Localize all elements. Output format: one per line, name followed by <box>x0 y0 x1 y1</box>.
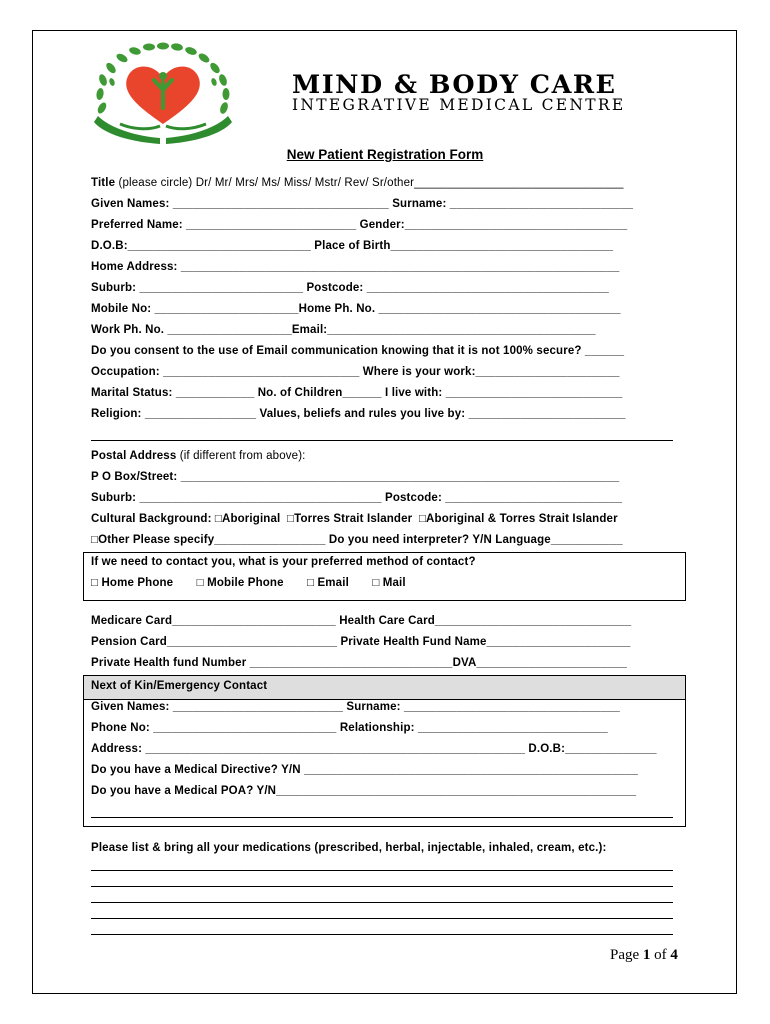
contact-options[interactable]: □ Home Phone □ Mobile Phone □ Email □ Mail <box>91 577 406 589</box>
brand-name: MIND & BODY CARE <box>292 70 617 100</box>
contact-question: If we need to contact you, what is your preferred method of contact? <box>91 556 476 568</box>
page-prefix: Page <box>610 947 643 963</box>
next-of-kin-heading: Next of Kin/Emergency Contact <box>91 680 268 692</box>
private-health-row[interactable]: Private Health fund Number _______________________________DVA_______________________ <box>91 657 628 669</box>
occupation-row[interactable]: Occupation: ______________________________ Where is your work:______________________ <box>91 366 620 378</box>
postal-suburb-row[interactable]: Suburb: _____________________________________ Postcode: ___________________________ <box>91 492 623 504</box>
medications-line-3[interactable] <box>91 902 673 903</box>
medications-label: Please list & bring all your medications (prescribed, herbal, injectable, inhaled, cream, etc.): <box>91 842 607 854</box>
title-label: Title <box>91 177 116 189</box>
dob-row[interactable]: D.O.B:____________________________ Place of Birth__________________________________ <box>91 240 614 252</box>
title-options: (please circle) Dr/ Mr/ Mrs/ Ms/ Miss/ Mstr/ Rev/ Sr/other________________________________ <box>115 177 624 189</box>
cultural-background-row[interactable]: Cultural Background: □Aboriginal □Torres Strait Islander □Aboriginal & Torres Strait Islander <box>91 513 618 525</box>
marital-status-row[interactable]: Marital Status: ____________ No. of Children______ I live with: ___________________________ <box>91 387 623 399</box>
brand-subtitle: INTEGRATIVE MEDICAL CENTRE <box>292 96 626 114</box>
medicare-row[interactable]: Medicare Card_________________________ Health Care Card______________________________ <box>91 615 632 627</box>
religion-continuation-line[interactable] <box>91 440 673 441</box>
nok-given-names-row[interactable]: Given Names: __________________________ Surname: _________________________________ <box>91 701 620 713</box>
email-consent-row[interactable]: Do you consent to the use of Email communication knowing that it is not 100% secure? ______ <box>91 345 625 357</box>
page-total: 4 <box>670 947 678 963</box>
page-of: of <box>650 947 671 963</box>
page-current: 1 <box>642 947 651 963</box>
title-row[interactable] <box>91 177 624 189</box>
nok-phone-row[interactable]: Phone No: ____________________________ Relationship: _____________________________ <box>91 722 608 734</box>
medical-directive-row[interactable]: Do you have a Medical Directive? Y/N ___________________________________________________ <box>91 764 638 776</box>
work-phone-row[interactable]: Work Ph. No. ___________________Email:_________________________________________ <box>91 324 596 336</box>
home-address-row[interactable]: Home Address: ___________________________________________________________________ <box>91 261 620 273</box>
medications-line-5[interactable] <box>91 934 673 935</box>
postal-address-hint: (if different from above): <box>176 450 306 462</box>
heart-in-hands-leaf-wreath-icon <box>90 38 285 146</box>
religion-row[interactable]: Religion: _________________ Values, beliefs and rules you live by: ________________________ <box>91 408 626 420</box>
suburb-row[interactable]: Suburb: _________________________ Postcode: _____________________________________ <box>91 282 609 294</box>
given-names-row[interactable]: Given Names: _________________________________ Surname: ____________________________ <box>91 198 634 210</box>
poa-continuation-line[interactable] <box>91 817 673 818</box>
medications-line-1[interactable] <box>91 870 673 871</box>
nok-address-row[interactable]: Address: __________________________________________________________ D.O.B:______________ <box>91 743 657 755</box>
mobile-row[interactable]: Mobile No: ______________________Home Ph. No. _____________________________________ <box>91 303 621 315</box>
page-number <box>610 947 678 964</box>
other-interpreter-row[interactable]: □Other Please specify_________________ Do you need interpreter? Y/N Language___________ <box>91 534 623 546</box>
form-title: New Patient Registration Form <box>286 147 484 162</box>
preferred-name-row[interactable]: Preferred Name: __________________________ Gender:__________________________________ <box>91 219 628 231</box>
pension-row[interactable]: Pension Card__________________________ Private Health Fund Name______________________ <box>91 636 631 648</box>
po-box-row[interactable]: P O Box/Street: ___________________________________________________________________ <box>91 471 620 483</box>
medications-line-2[interactable] <box>91 886 673 887</box>
medical-poa-row[interactable]: Do you have a Medical POA? Y/N_______________________________________________________ <box>91 785 637 797</box>
postal-address-row <box>91 450 306 462</box>
medications-line-4[interactable] <box>91 918 673 919</box>
postal-address-label: Postal Address <box>91 450 177 462</box>
